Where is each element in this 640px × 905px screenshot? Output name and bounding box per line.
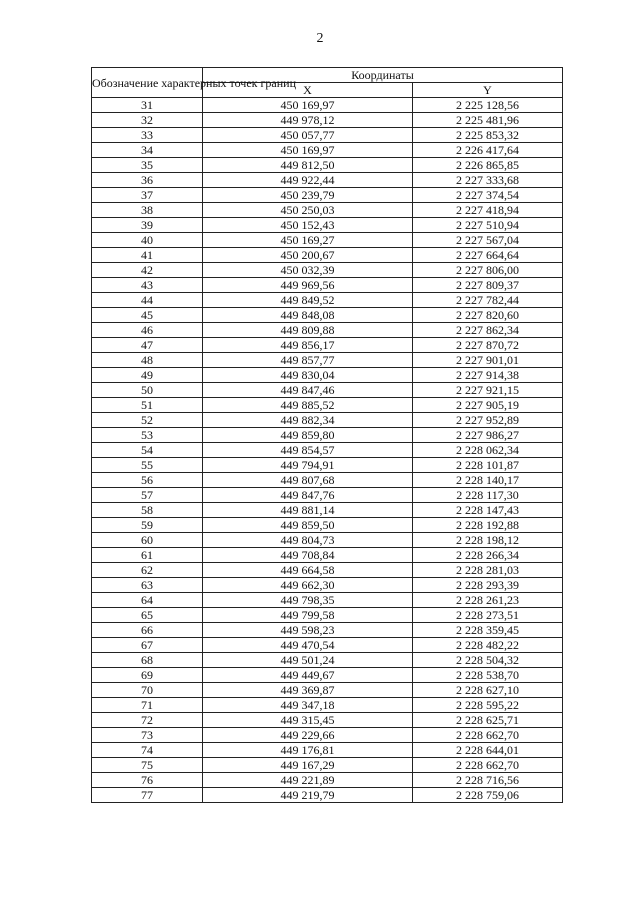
- point-number-cell: 46: [92, 323, 203, 338]
- table-row: [92, 488, 563, 503]
- x-coordinate-cell: 449 664,58: [203, 563, 413, 578]
- y-coordinate-cell: 2 227 782,44: [413, 293, 563, 308]
- table-row: [92, 398, 563, 413]
- designation-header: Обозначение характерных точек границ: [92, 68, 203, 98]
- y-coordinate-cell: 2 227 333,68: [413, 173, 563, 188]
- y-coordinate-cell: 2 227 901,01: [413, 353, 563, 368]
- point-number-cell: 73: [92, 728, 203, 743]
- x-coordinate-cell: 450 152,43: [203, 218, 413, 233]
- point-number-cell: 43: [92, 278, 203, 293]
- y-coordinate-cell: 2 228 198,12: [413, 533, 563, 548]
- point-number-cell: 49: [92, 368, 203, 383]
- x-coordinate-cell: 449 848,08: [203, 308, 413, 323]
- x-coordinate-cell: 449 219,79: [203, 788, 413, 803]
- table-row: [92, 368, 563, 383]
- point-number-cell: 57: [92, 488, 203, 503]
- table-row: [92, 413, 563, 428]
- table-row: [92, 428, 563, 443]
- table-row: [92, 773, 563, 788]
- y-coordinate-cell: 2 227 820,60: [413, 308, 563, 323]
- y-coordinate-cell: 2 227 914,38: [413, 368, 563, 383]
- y-coordinate-cell: 2 227 870,72: [413, 338, 563, 353]
- point-number-cell: 55: [92, 458, 203, 473]
- point-number-cell: 42: [92, 263, 203, 278]
- x-coordinate-cell: 449 315,45: [203, 713, 413, 728]
- y-coordinate-cell: 2 227 374,54: [413, 188, 563, 203]
- point-number-cell: 75: [92, 758, 203, 773]
- table-row: [92, 143, 563, 158]
- table-row: [92, 188, 563, 203]
- x-coordinate-cell: 449 847,76: [203, 488, 413, 503]
- table-row: [92, 383, 563, 398]
- table-row: [92, 623, 563, 638]
- point-number-cell: 69: [92, 668, 203, 683]
- table-row: [92, 608, 563, 623]
- point-number-cell: 47: [92, 338, 203, 353]
- y-coordinate-cell: 2 227 664,64: [413, 248, 563, 263]
- y-coordinate-cell: 2 228 662,70: [413, 728, 563, 743]
- y-coordinate-cell: 2 227 510,94: [413, 218, 563, 233]
- point-number-cell: 31: [92, 98, 203, 113]
- point-number-cell: 64: [92, 593, 203, 608]
- table-row: [92, 698, 563, 713]
- x-coordinate-cell: 449 347,18: [203, 698, 413, 713]
- y-coordinate-cell: 2 226 417,64: [413, 143, 563, 158]
- point-number-cell: 77: [92, 788, 203, 803]
- table-row: [92, 653, 563, 668]
- y-coordinate-cell: 2 225 128,56: [413, 98, 563, 113]
- y-coordinate-cell: 2 228 644,01: [413, 743, 563, 758]
- point-number-cell: 54: [92, 443, 203, 458]
- x-coordinate-cell: 449 969,56: [203, 278, 413, 293]
- table-row: [92, 353, 563, 368]
- x-coordinate-cell: 450 200,67: [203, 248, 413, 263]
- point-number-cell: 53: [92, 428, 203, 443]
- table-row: [92, 293, 563, 308]
- table-row: [92, 593, 563, 608]
- x-coordinate-cell: 449 854,57: [203, 443, 413, 458]
- point-number-cell: 41: [92, 248, 203, 263]
- x-coordinate-cell: 450 057,77: [203, 128, 413, 143]
- point-number-cell: 48: [92, 353, 203, 368]
- y-coordinate-cell: 2 227 952,89: [413, 413, 563, 428]
- x-coordinate-cell: 450 239,79: [203, 188, 413, 203]
- y-coordinate-cell: 2 227 921,15: [413, 383, 563, 398]
- table-row: [92, 458, 563, 473]
- y-coordinate-cell: 2 228 662,70: [413, 758, 563, 773]
- x-coordinate-cell: 450 169,97: [203, 98, 413, 113]
- x-coordinate-cell: 449 167,29: [203, 758, 413, 773]
- y-coordinate-cell: 2 228 625,71: [413, 713, 563, 728]
- table-row: [92, 668, 563, 683]
- x-coordinate-cell: 449 662,30: [203, 578, 413, 593]
- x-coordinate-cell: 449 221,89: [203, 773, 413, 788]
- point-number-cell: 76: [92, 773, 203, 788]
- x-coordinate-cell: 449 449,67: [203, 668, 413, 683]
- x-coordinate-cell: 449 229,66: [203, 728, 413, 743]
- y-coordinate-cell: 2 228 192,88: [413, 518, 563, 533]
- x-coordinate-cell: 450 169,97: [203, 143, 413, 158]
- point-number-cell: 62: [92, 563, 203, 578]
- point-number-cell: 39: [92, 218, 203, 233]
- x-coordinate-cell: 450 250,03: [203, 203, 413, 218]
- x-coordinate-cell: 449 809,88: [203, 323, 413, 338]
- point-number-cell: 32: [92, 113, 203, 128]
- x-coordinate-cell: 449 922,44: [203, 173, 413, 188]
- x-coordinate-cell: 449 859,80: [203, 428, 413, 443]
- table-row: [92, 158, 563, 173]
- table-row: [92, 728, 563, 743]
- table-row: [92, 203, 563, 218]
- x-coordinate-cell: 449 885,52: [203, 398, 413, 413]
- table-row: [92, 743, 563, 758]
- table-row: [92, 323, 563, 338]
- y-coordinate-cell: 2 228 627,10: [413, 683, 563, 698]
- point-number-cell: 36: [92, 173, 203, 188]
- y-coordinate-cell: 2 228 482,22: [413, 638, 563, 653]
- point-number-cell: 59: [92, 518, 203, 533]
- point-number-cell: 65: [92, 608, 203, 623]
- y-coordinate-cell: 2 226 865,85: [413, 158, 563, 173]
- table-row: [92, 263, 563, 278]
- point-number-cell: 67: [92, 638, 203, 653]
- y-coordinate-cell: 2 228 281,03: [413, 563, 563, 578]
- point-number-cell: 52: [92, 413, 203, 428]
- y-coordinate-cell: 2 227 809,37: [413, 278, 563, 293]
- point-number-cell: 40: [92, 233, 203, 248]
- table-row: [92, 638, 563, 653]
- table-row: [92, 278, 563, 293]
- point-number-cell: 51: [92, 398, 203, 413]
- x-coordinate-cell: 449 847,46: [203, 383, 413, 398]
- x-coordinate-cell: 449 708,84: [203, 548, 413, 563]
- table-row: [92, 128, 563, 143]
- y-coordinate-cell: 2 228 538,70: [413, 668, 563, 683]
- point-number-cell: 74: [92, 743, 203, 758]
- y-coordinate-cell: 2 228 504,32: [413, 653, 563, 668]
- x-coordinate-cell: 449 369,87: [203, 683, 413, 698]
- point-number-cell: 68: [92, 653, 203, 668]
- x-coordinate-cell: 449 856,17: [203, 338, 413, 353]
- point-number-cell: 66: [92, 623, 203, 638]
- x-coordinate-cell: 449 804,73: [203, 533, 413, 548]
- x-coordinate-cell: 450 169,27: [203, 233, 413, 248]
- coordinates-header: Координаты: [203, 68, 563, 83]
- table-row: [92, 233, 563, 248]
- table-row: [92, 98, 563, 113]
- point-number-cell: 71: [92, 698, 203, 713]
- y-coordinate-cell: 2 228 759,06: [413, 788, 563, 803]
- y-coordinate-cell: 2 227 905,19: [413, 398, 563, 413]
- point-number-cell: 35: [92, 158, 203, 173]
- page-number: 2: [316, 31, 324, 46]
- x-coordinate-cell: 449 470,54: [203, 638, 413, 653]
- point-number-cell: 38: [92, 203, 203, 218]
- table-row: [92, 113, 563, 128]
- table-row: [92, 758, 563, 773]
- table-row: [92, 173, 563, 188]
- x-header: X: [203, 83, 413, 98]
- table-row: [92, 683, 563, 698]
- x-coordinate-cell: 449 798,35: [203, 593, 413, 608]
- y-coordinate-cell: 2 227 418,94: [413, 203, 563, 218]
- x-coordinate-cell: 449 598,23: [203, 623, 413, 638]
- point-number-cell: 61: [92, 548, 203, 563]
- point-number-cell: 60: [92, 533, 203, 548]
- point-number-cell: 45: [92, 308, 203, 323]
- x-coordinate-cell: 449 849,52: [203, 293, 413, 308]
- table-row: [92, 788, 563, 803]
- point-number-cell: 63: [92, 578, 203, 593]
- table-row: [92, 533, 563, 548]
- y-coordinate-cell: 2 228 101,87: [413, 458, 563, 473]
- y-coordinate-cell: 2 225 481,96: [413, 113, 563, 128]
- y-coordinate-cell: 2 228 359,45: [413, 623, 563, 638]
- y-coordinate-cell: 2 227 862,34: [413, 323, 563, 338]
- point-number-cell: 70: [92, 683, 203, 698]
- y-header: Y: [413, 83, 563, 98]
- table-row: [92, 548, 563, 563]
- y-coordinate-cell: 2 228 266,34: [413, 548, 563, 563]
- y-coordinate-cell: 2 228 293,39: [413, 578, 563, 593]
- table-body: [92, 98, 563, 803]
- x-coordinate-cell: 449 882,34: [203, 413, 413, 428]
- point-number-cell: 50: [92, 383, 203, 398]
- table-row: [92, 218, 563, 233]
- y-coordinate-cell: 2 227 567,04: [413, 233, 563, 248]
- point-number-cell: 33: [92, 128, 203, 143]
- point-number-cell: 56: [92, 473, 203, 488]
- point-number-cell: 58: [92, 503, 203, 518]
- y-coordinate-cell: 2 228 261,23: [413, 593, 563, 608]
- table-row: [92, 563, 563, 578]
- point-number-cell: 37: [92, 188, 203, 203]
- y-coordinate-cell: 2 228 595,22: [413, 698, 563, 713]
- point-number-cell: 44: [92, 293, 203, 308]
- x-coordinate-cell: 449 812,50: [203, 158, 413, 173]
- y-coordinate-cell: 2 228 062,34: [413, 443, 563, 458]
- table-row: [92, 338, 563, 353]
- y-coordinate-cell: 2 225 853,32: [413, 128, 563, 143]
- x-coordinate-cell: 449 794,91: [203, 458, 413, 473]
- table-row: [92, 473, 563, 488]
- point-number-cell: 72: [92, 713, 203, 728]
- point-number-cell: 34: [92, 143, 203, 158]
- x-coordinate-cell: 449 881,14: [203, 503, 413, 518]
- y-coordinate-cell: 2 228 716,56: [413, 773, 563, 788]
- table-row: [92, 713, 563, 728]
- y-coordinate-cell: 2 228 147,43: [413, 503, 563, 518]
- y-coordinate-cell: 2 227 986,27: [413, 428, 563, 443]
- y-coordinate-cell: 2 228 117,30: [413, 488, 563, 503]
- x-coordinate-cell: 449 807,68: [203, 473, 413, 488]
- x-coordinate-cell: 450 032,39: [203, 263, 413, 278]
- coordinates-table: [91, 67, 563, 803]
- y-coordinate-cell: 2 227 806,00: [413, 263, 563, 278]
- table-row: [92, 443, 563, 458]
- table-row: [92, 248, 563, 263]
- x-coordinate-cell: 449 501,24: [203, 653, 413, 668]
- table-row: [92, 503, 563, 518]
- y-coordinate-cell: 2 228 140,17: [413, 473, 563, 488]
- table-row: [92, 518, 563, 533]
- x-coordinate-cell: 449 857,77: [203, 353, 413, 368]
- x-coordinate-cell: 449 978,12: [203, 113, 413, 128]
- x-coordinate-cell: 449 176,81: [203, 743, 413, 758]
- table-row: [92, 308, 563, 323]
- x-coordinate-cell: 449 799,58: [203, 608, 413, 623]
- x-coordinate-cell: 449 859,50: [203, 518, 413, 533]
- y-coordinate-cell: 2 228 273,51: [413, 608, 563, 623]
- table-row: [92, 578, 563, 593]
- x-coordinate-cell: 449 830,04: [203, 368, 413, 383]
- table-header-row: [92, 68, 563, 83]
